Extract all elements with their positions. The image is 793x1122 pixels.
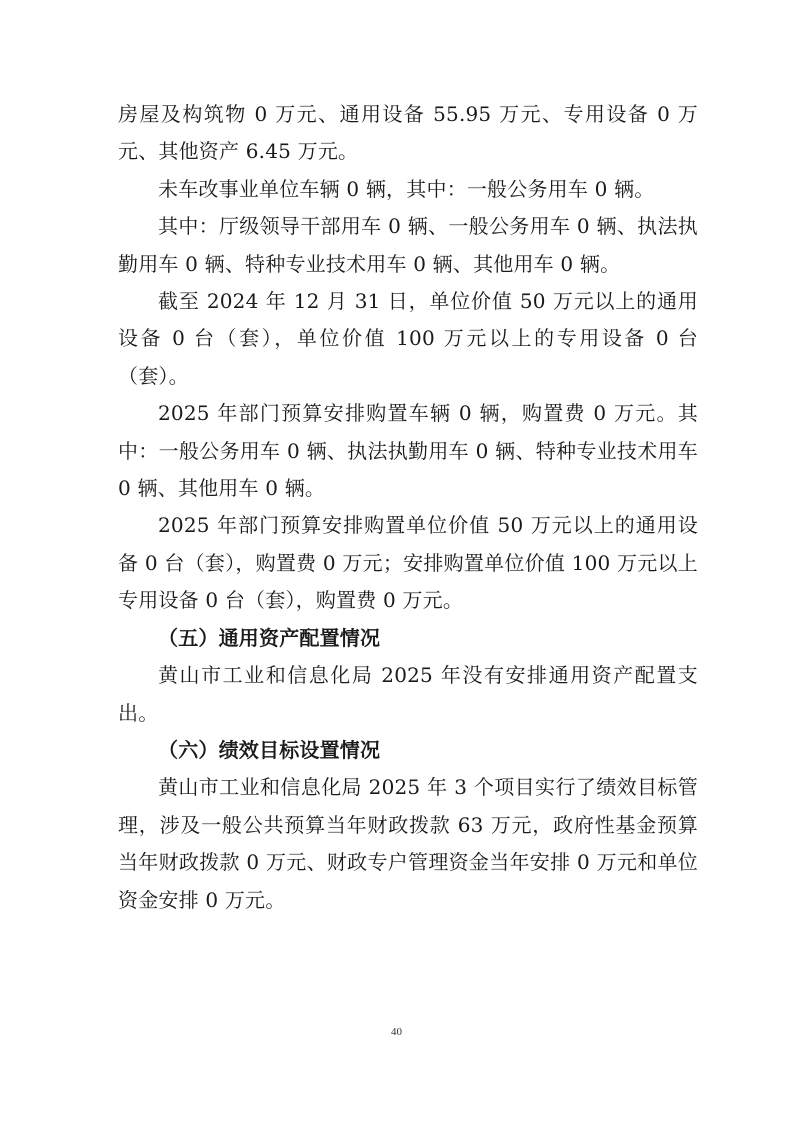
paragraph-vehicle-categories: 其中：厅级领导干部用车 0 辆、一般公务用车 0 辆、执法执勤用车 0 辆、特种专业技术用车 0 辆、其他用车 0 辆。	[118, 214, 698, 276]
paragraph-asset-breakdown: 房屋及构筑物 0 万元、通用设备 55.95 万元、专用设备 0 万元、其他资产 6.45 万元。	[118, 102, 698, 164]
document-body	[118, 96, 698, 919]
page-number: 40	[391, 1026, 402, 1038]
paragraph-2025-equipment-purchase: 2025 年部门预算安排购置单位价值 50 万元以上的通用设备 0 台（套），购置费 0 万元；安排购置单位价值 100 万元以上专用设备 0 台（套），购置费 0 万元。	[118, 513, 698, 613]
paragraph-general-assets: 黄山市工业和信息化局 2025 年没有安排通用资产配置支出。	[118, 663, 698, 725]
paragraph-performance-targets: 黄山市工业和信息化局 2025 年 3 个项目实行了绩效目标管理，涉及一般公共预算当年财政拨款 63 万元，政府性基金预算当年财政拨款 0 万元、财政专户管理资金当年安排 0 万元和单位资金安排 0 万元。	[118, 775, 698, 912]
paragraph-2025-vehicle-purchase: 2025 年部门预算安排购置车辆 0 辆，购置费 0 万元。其中：一般公务用车 0 辆、执法执勤用车 0 辆、特种专业技术用车 0 辆、其他用车 0 辆。	[118, 401, 698, 501]
section-heading-performance-targets: （六）绩效目标设置情况	[158, 737, 381, 762]
paragraph-equipment-as-of-2024: 截至 2024 年 12 月 31 日，单位价值 50 万元以上的通用设备 0 台（套），单位价值 100 万元以上的专用设备 0 台（套）。	[118, 289, 698, 388]
section-heading-general-assets: （五）通用资产配置情况	[158, 625, 381, 650]
paragraph-unreformed-vehicles: 未车改事业单位车辆 0 辆，其中：一般公务用车 0 辆。	[158, 176, 655, 201]
